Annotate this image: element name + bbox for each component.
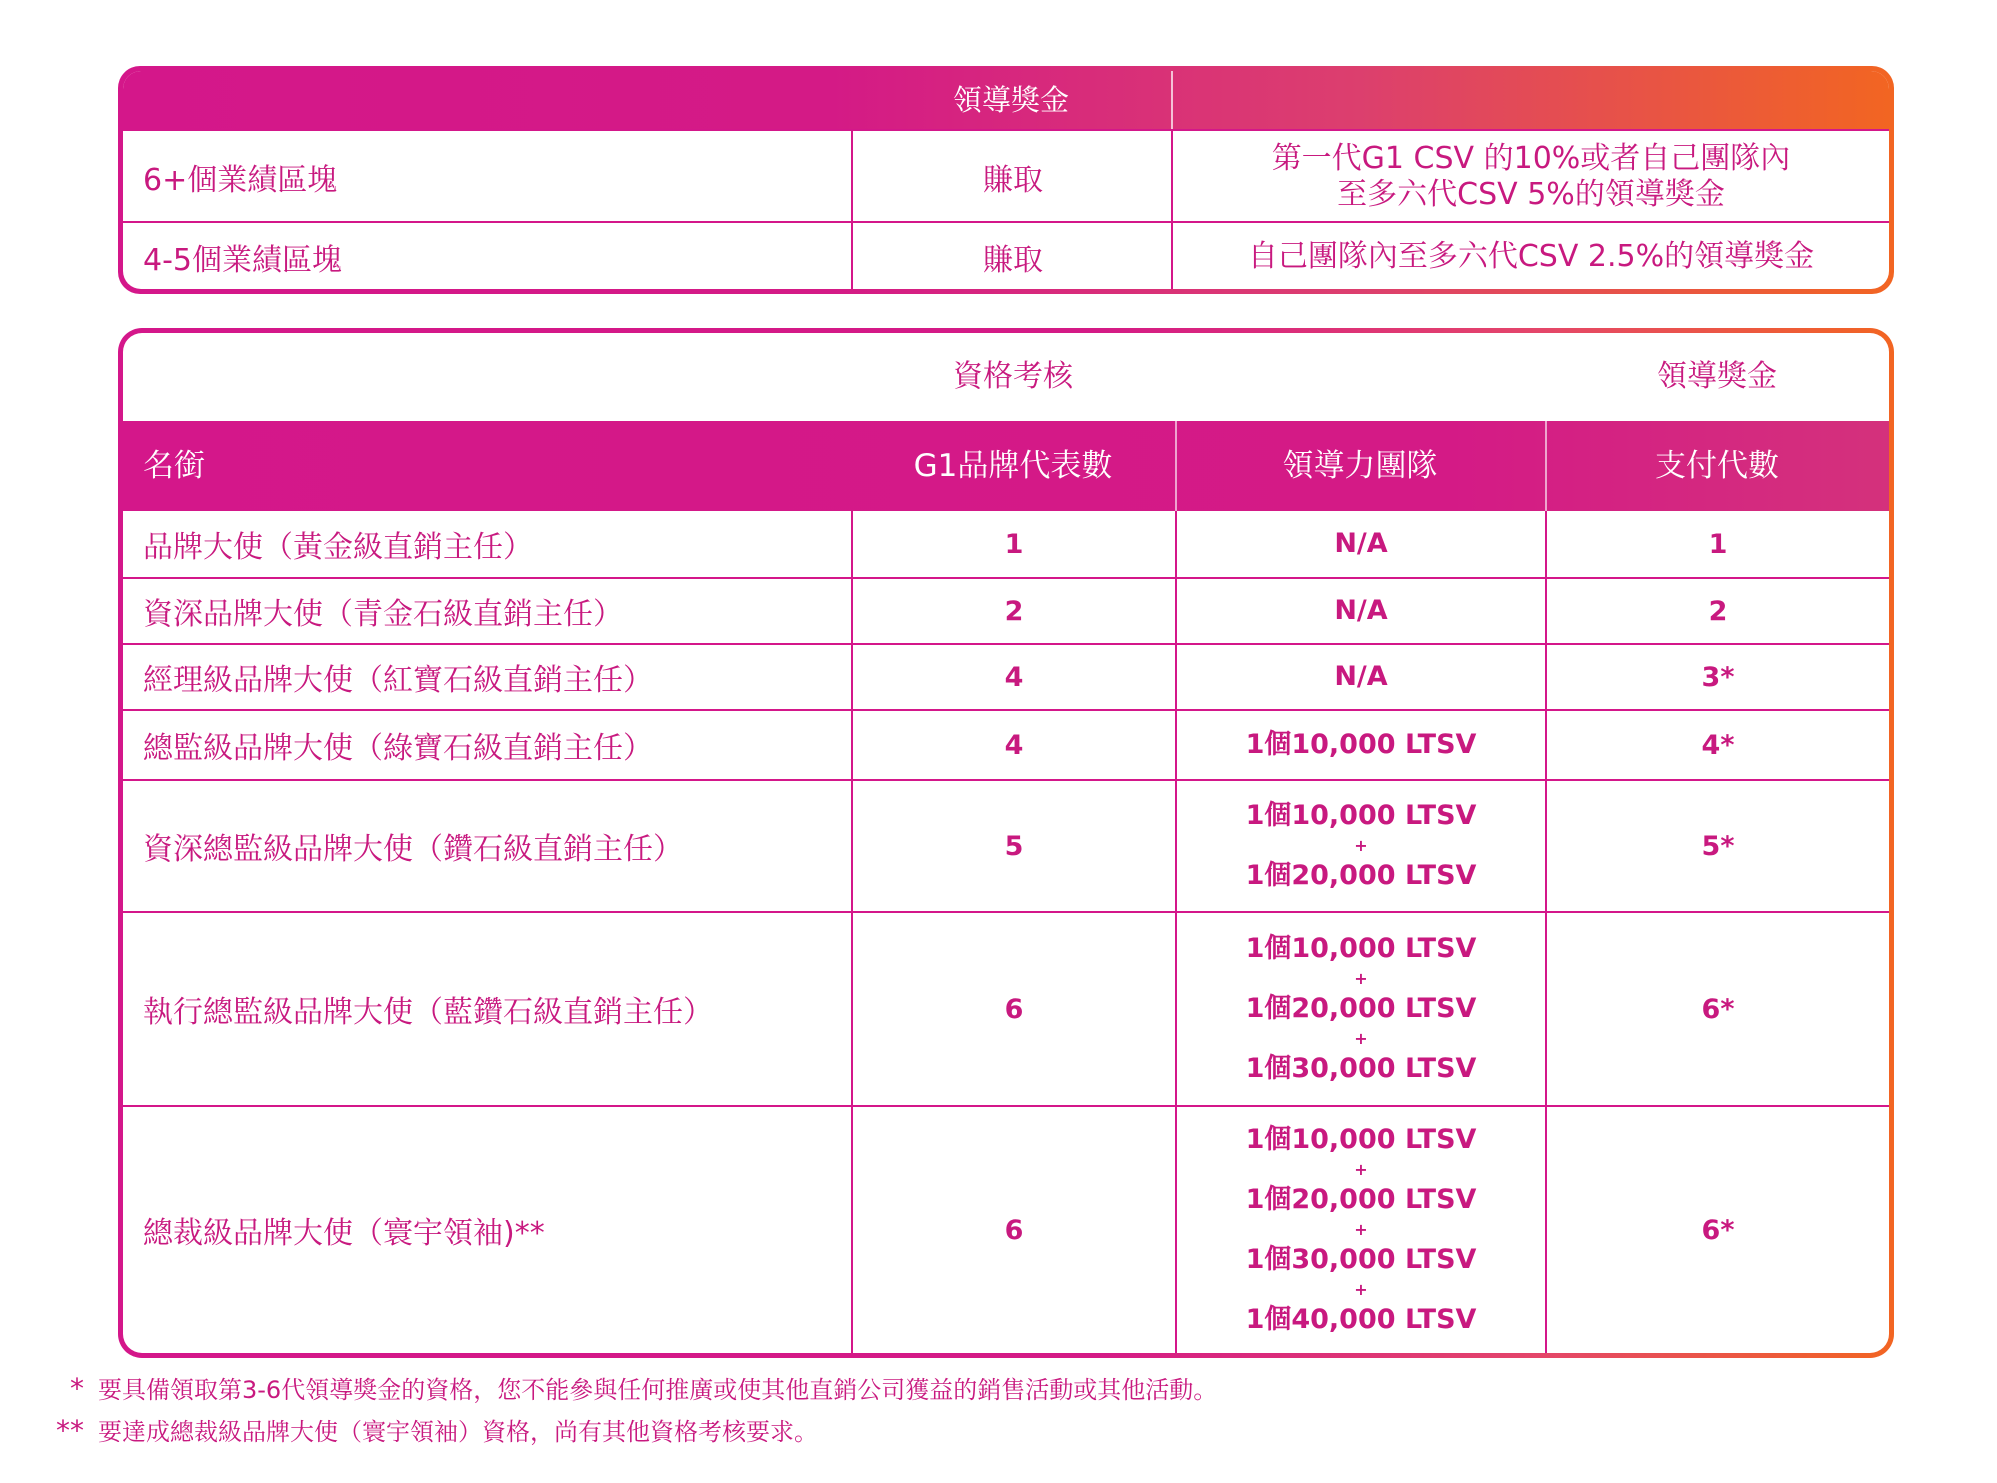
column-header-leadership: 領導力團隊 [1282,448,1438,484]
column-header-row [123,421,1889,511]
plus-sign: + [1354,969,1368,988]
table-row [123,709,1889,779]
column-header-generations: 支付代數 [1655,448,1779,484]
summary-row-reward [1171,131,1889,223]
g1-count: 6 [851,1107,1175,1353]
summary-header-label: 領導獎金 [952,83,1069,117]
footnote-single-asterisk [20,1370,1217,1405]
rank-title: 總裁級品牌大使（寰宇領袖)** [143,1216,545,1251]
summary-table-header [123,71,1889,129]
summary-row-reward [1171,223,1889,289]
reward-line: 至多六代CSV 5%的領導獎金 [1337,177,1725,212]
group-header-qualification: 資格考核 [953,359,1073,394]
summary-row-label: 4-5個業績區塊 [143,243,342,278]
table-row [123,911,1889,1105]
footnote-text: 要具備領取第3-6代領導獎金的資格，您不能參與任何推廣或使其他直銷公司獲益的銷售活動或其他活動。 [98,1376,1218,1404]
plus-sign: + [1354,1220,1368,1239]
leadership-line: 1個40,000 LTSV [1245,1304,1477,1335]
plus-sign: + [1354,836,1368,855]
footnote-double-asterisk [20,1412,818,1447]
leadership-line: 1個10,000 LTSV [1245,729,1477,760]
paid-generations: 5* [1545,781,1889,911]
table-row [123,577,1889,643]
plus-sign: + [1354,1029,1368,1048]
plus-sign: + [1354,1280,1368,1299]
leadership-team [1175,1107,1545,1353]
g1-count: 4 [851,711,1175,779]
footnote-marker: ** [56,1414,84,1447]
reward-line: 自己團隊內至多六代CSV 2.5%的領導獎金 [1247,239,1815,274]
footnote-marker: * [70,1372,84,1405]
plus-sign: + [1354,1160,1368,1179]
column-header-g1: G1品牌代表數 [913,448,1113,484]
summary-row-6plus [123,129,1889,223]
leadership-line: 1個20,000 LTSV [1245,993,1477,1024]
leadership-line: 1個20,000 LTSV [1245,1184,1477,1215]
leadership-team [1175,913,1545,1105]
leadership-team [1175,511,1545,577]
column-header-title: 名銜 [143,448,205,484]
paid-generations: 3* [1545,645,1889,709]
leadership-bonus-summary-table [118,66,1894,294]
leadership-line: N/A [1334,661,1388,692]
leadership-line: 1個10,000 LTSV [1245,800,1477,831]
rank-title: 執行總監級品牌大使（藍鑽石級直銷主任） [143,995,713,1030]
header-divider [1171,71,1173,129]
group-header-bonus: 領導獎金 [1657,359,1777,394]
rank-title: 經理級品牌大使（紅寶石級直銷主任） [143,663,653,698]
leadership-team [1175,579,1545,643]
paid-generations: 2 [1545,579,1889,643]
rank-qualification-table [118,328,1894,1358]
table-row [123,1105,1889,1353]
rank-title: 品牌大使（黃金級直銷主任） [143,530,533,565]
leadership-line: 1個10,000 LTSV [1245,933,1477,964]
paid-generations: 1 [1545,511,1889,577]
summary-row-4to5 [123,221,1889,289]
leadership-line: 1個30,000 LTSV [1245,1053,1477,1084]
leadership-team [1175,645,1545,709]
leadership-line: N/A [1334,595,1388,626]
leadership-line: 1個20,000 LTSV [1245,860,1477,891]
summary-row-label: 6+個業績區塊 [143,163,338,198]
summary-row-action: 賺取 [851,223,1173,289]
leadership-line: 1個30,000 LTSV [1245,1244,1477,1275]
rank-title: 資深總監級品牌大使（鑽石級直銷主任） [143,832,683,867]
g1-count: 4 [851,645,1175,709]
rank-title: 總監級品牌大使（綠寶石級直銷主任） [143,731,653,766]
leadership-team [1175,781,1545,911]
g1-count: 2 [851,579,1175,643]
table-row [123,511,1889,577]
g1-count: 1 [851,511,1175,577]
table-row [123,643,1889,709]
summary-row-action: 賺取 [851,131,1173,223]
leadership-line: 1個10,000 LTSV [1245,1124,1477,1155]
g1-count: 6 [851,913,1175,1105]
rank-title: 資深品牌大使（青金石級直銷主任） [143,597,623,632]
g1-count: 5 [851,781,1175,911]
paid-generations: 4* [1545,711,1889,779]
reward-line: 第一代G1 CSV 的10%或者自己團隊內 [1271,141,1791,176]
table-row [123,779,1889,911]
footnote-text: 要達成總裁級品牌大使（寰宇領袖）資格，尚有其他資格考核要求。 [98,1418,818,1446]
paid-generations: 6* [1545,913,1889,1105]
paid-generations: 6* [1545,1107,1889,1353]
leadership-line: N/A [1334,528,1388,559]
leadership-team [1175,711,1545,779]
